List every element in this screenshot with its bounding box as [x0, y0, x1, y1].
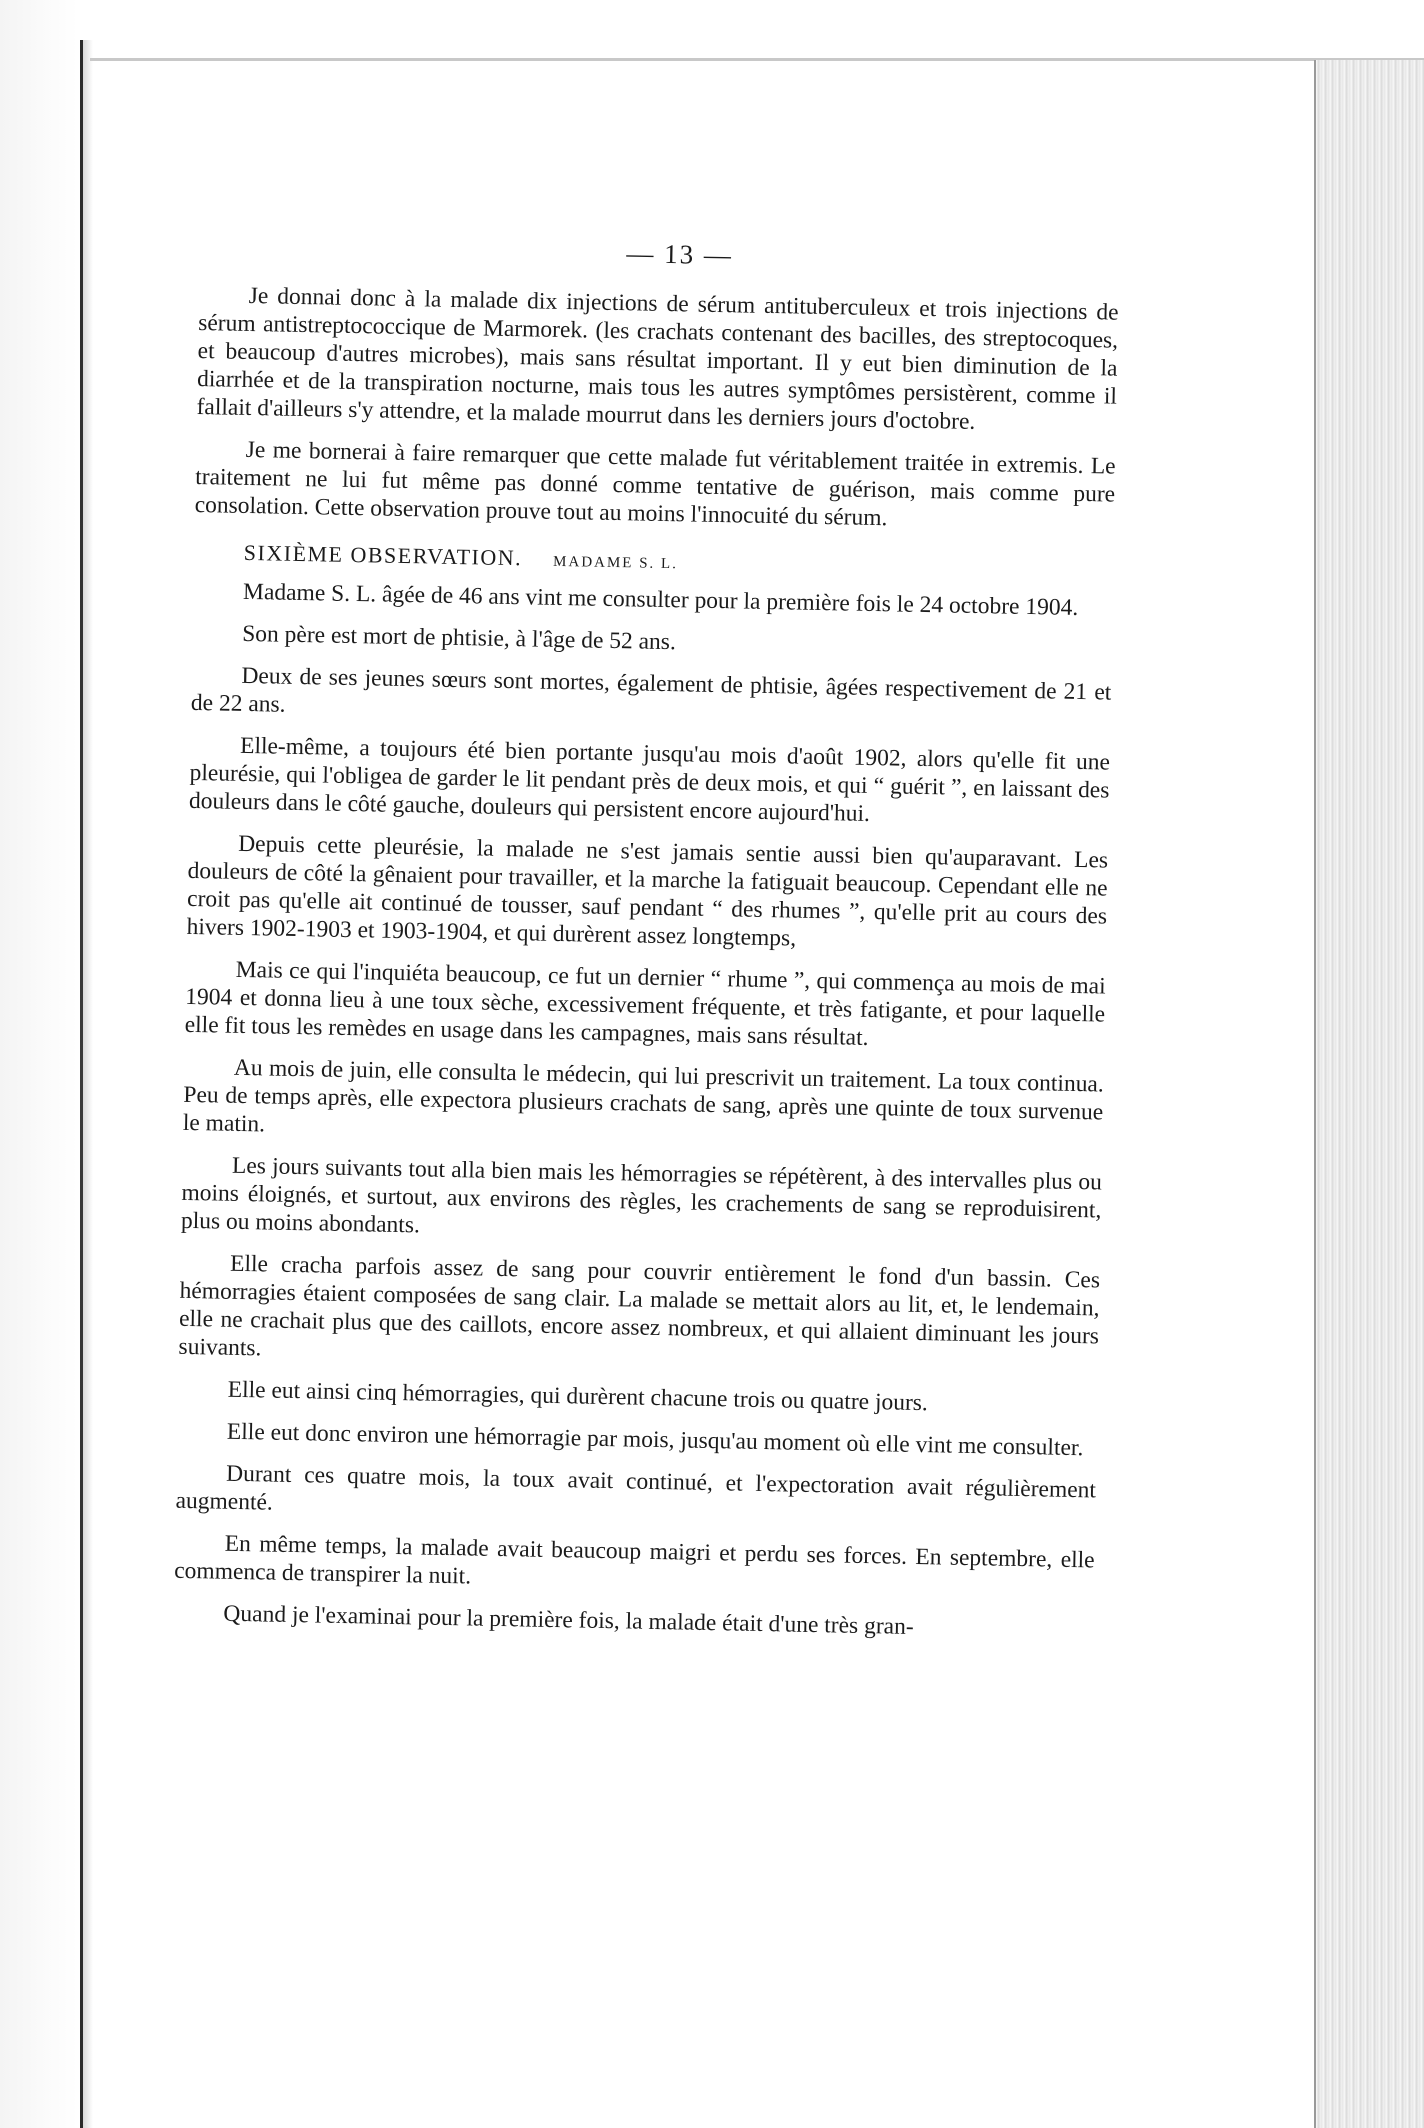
paragraph: Je donnai donc à la malade dix injections de sérum antituberculeux et trois injections de sérum antistreptococcique de Marmorek. (les crachats contenant des bacilles, des streptocoques, et beaucoup d'autres microbes), mais sans résultat important. Il y eut bien diminution de la diarrhée et de la transpiration nocturne, mais tous les autres symptômes persistèrent, comme il fallait d'ailleurs s'y attendre, et la malade mourrut dans les derniers jours d'octobre.: [196, 282, 1119, 435]
paragraph: Son père est mort de phtisie, à l'âge de 52 ans.: [242, 620, 677, 656]
stacked-page-edges: [1314, 60, 1424, 2128]
paragraph: Elle eut ainsi cinq hémorragies, qui durèrent chacune trois ou quatre jours.: [227, 1376, 929, 1417]
page-number: — 13 —: [626, 238, 734, 271]
paragraph: Elle-même, a toujours été bien portante jusqu'au mois d'août 1902, alors qu'elle fit une pleurésie, qui l'obligea de garder le lit pendant près de deux mois, et qui “ guérit ”, en laissant des douleurs dans le côté gauche, douleurs qui persistent encore aujourd'hui.: [188, 732, 1111, 827]
paragraph: Mais ce qui l'inquiéta beaucoup, ce fut un dernier “ rhume ”, qui commença au mois de mai 1904 et donna lieu à une toux sèche, excessivement fréquente, et très fatigante, et pour laquelle elle fit tous les remèdes en usage dans les campagnes, mais sans résultat.: [184, 956, 1106, 1051]
section-heading: [244, 540, 1114, 583]
page-right-edge: [1314, 60, 1316, 2128]
paragraph: Madame S. L. âgée de 46 ans vint me consulter pour la première fois le 24 octobre 1904.: [242, 578, 1079, 621]
scan-left-margin: [0, 0, 78, 2128]
paragraph: Je me bornerai à faire remarquer que cette malade fut véritablement traitée in extremis. Le traitement ne lui fut même pas donné comme tentative de guérison, mais comme pure consolation. Cette observation prouve tout au moins l'innocuité du sérum.: [194, 436, 1116, 532]
paragraph: Elle eut donc environ une hémorragie par mois, jusqu'au moment où elle vint me consulter.: [226, 1418, 1084, 1462]
section-title: SIXIÈME OBSERVATION.: [243, 539, 523, 571]
paragraph: En même temps, la malade avait beaucoup maigri et perdu ses forces. En septembre, elle commenca de transpirer la nuit.: [174, 1530, 1095, 1590]
paragraph: Au mois de juin, elle consulta le médecin, qui lui prescrivit un traitement. La toux continua. Peu de temps après, elle expectora plusieurs crachats de sang, après une quinte de toux survenue le matin.: [182, 1054, 1105, 1138]
paragraph: Deux de ses jeunes sœurs sont mortes, également de phtisie, âgées respectivement de 21 et de 22 ans.: [190, 662, 1112, 718]
paragraph: Durant ces quatre mois, la toux avait continué, et l'expectoration avait régulièrement augmenté.: [175, 1460, 1097, 1516]
page-top-edge: [90, 58, 1424, 61]
page-body: [173, 230, 1120, 1658]
paragraph: Depuis cette pleurésie, la malade ne s'est jamais sentie aussi bien qu'auparavant. Les douleurs de côté la gênaient pour travailler, et la marche la fatiguait beaucoup. Cependant elle ne croit pas qu'elle ait continué de tousser, sauf pendant “ des rhumes ”, qu'elle prit au cours des hivers 1902-1903 et 1903-1904, et qui durèrent assez longtemps,: [186, 830, 1109, 952]
paragraph: Quand je l'examinai pour la première fois, la malade était d'une très gran-: [223, 1600, 914, 1640]
paragraph: Les jours suivants tout alla bien mais les hémorragies se répétèrent, à des intervalles plus ou moins éloignés, et surtout, aux environs des règles, les crachements de sang se reproduisirent, plus ou moins abondants.: [180, 1152, 1103, 1239]
paragraph: Elle cracha parfois assez de sang pour couvrir entièrement le fond d'un bassin. Ces hémorragies étaient composées de sang clair. La malade se mettait alors au lit, et, le lendemain, elle ne crachait plus que des caillots, encore assez nombreux, et qui allaient diminuant les jours suivants.: [178, 1250, 1101, 1362]
gutter-shadow: [83, 40, 93, 2128]
section-subtitle: MADAME S. L.: [552, 553, 679, 573]
